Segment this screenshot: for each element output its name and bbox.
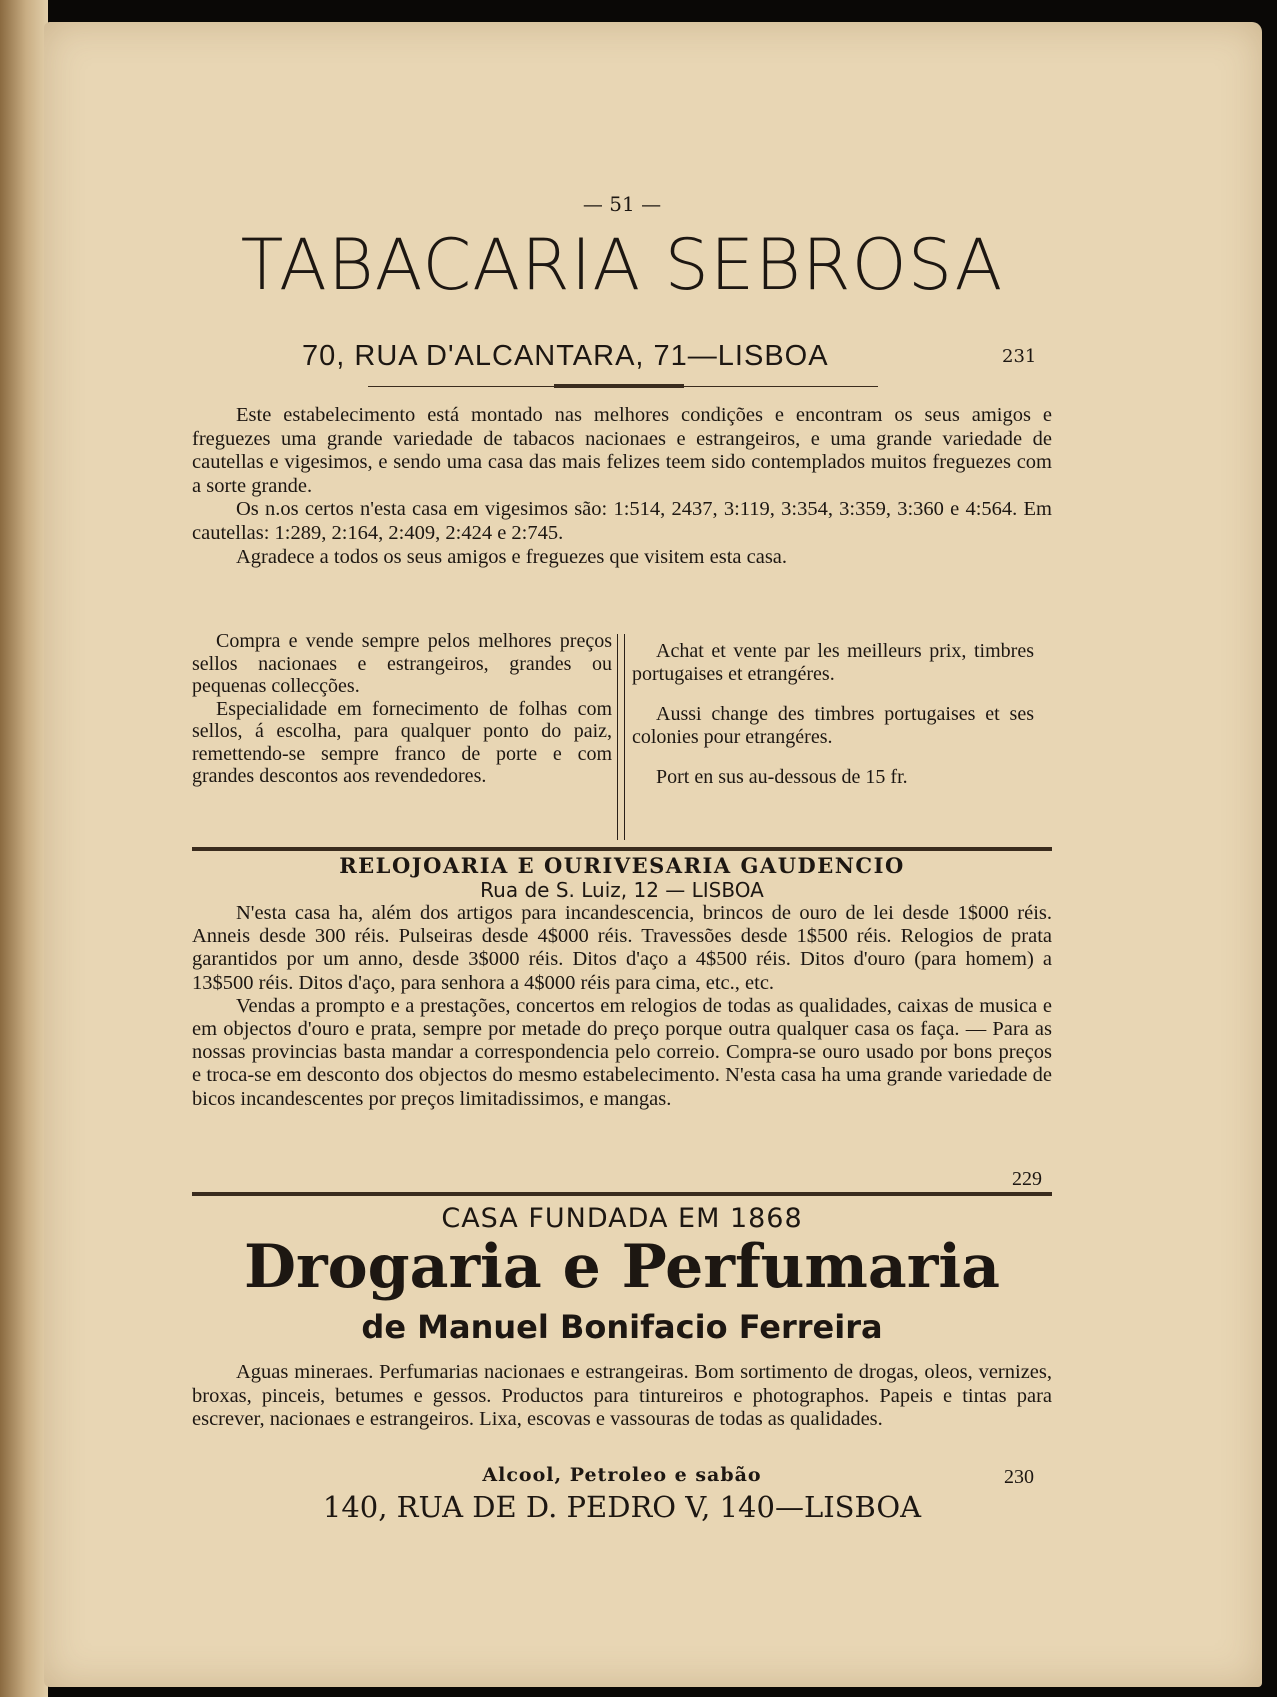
tabacaria-title: TABACARIA SEBROSA — [240, 224, 1004, 306]
divider-accent — [554, 384, 684, 388]
tabacaria-paragraph: Agradece a todos os seus amigos e freguezes que visitem esta casa. — [236, 545, 788, 568]
drogaria-paragraph: Aguas mineraes. Perfumarias nacionaes e estrangeiras. Bom sortimento de drogas, oleos, vernizes, broxas, pinceis, betumes e gessos. Productos para tintureiros e photographos. Papeis e tintas para escrever, nacionaes e estrangeiros. Lixa, escovas e vassouras de todas as qualidades. — [192, 1361, 1052, 1431]
column-divider — [624, 634, 625, 840]
stamps-paragraph: Aussi change des timbres portugaises et ses colonies pour etrangéres. — [632, 703, 1034, 748]
drogaria-title: Drogaria e Perfumaria — [243, 1232, 1001, 1302]
tabacaria-paragraph: Os n.os certos n'esta casa em vigesimos são: 1:514, 2437, 3:119, 3:354, 3:359, 3:360 e 4:564. Em cautellas: 1:289, 2:164, 2:409, 2:424 e 2:745. — [192, 498, 1052, 544]
drogaria-tagline: Alcool, Petroleo e sabão — [482, 1464, 762, 1486]
relojoaria-title: RELOJOARIA E OURIVESARIA GAUDENCIO — [339, 853, 905, 878]
divider — [192, 847, 1052, 851]
tabacaria-text — [192, 404, 1052, 569]
page — [44, 22, 1262, 1687]
column-divider — [617, 634, 618, 840]
relojoaria-paragraph: Vendas a prompto e a prestações, concertos em relogios de todas as qualidades, caixas de musica e em objectos d'ouro e prata, sempre por metade do preço porque outra qualquer casa os faça. — Para as nossas provincias basta mandar a correspondencia pelo correio. Compra-se ouro usado por bons preços e troca-se em desconto dos objectos do mesmo estabelecimento. N'esta casa ha uma grande variedade de bicos incandescentes por preços limitadissimos, e mangas. — [192, 994, 1052, 1110]
drogaria-founded: CASA FUNDADA EM 1868 — [441, 1203, 803, 1234]
drogaria-text — [192, 1361, 1052, 1432]
stamps-portuguese-column — [192, 630, 612, 788]
relojoaria-paragraph: N'esta casa ha, além dos artigos para incandescencia, brincos de ouro de lei desde 1$000 réis. Anneis desde 300 réis. Pulseiras desde 4$000 réis. Travessões desde 1$500 réis. Relogios de prata garantidos por um anno, desde 3$000 réis. Ditos d'aço a 4$500 réis. Ditos d'ouro (para homem) a 13$500 réis. Ditos d'aço, para senhora a 4$000 réis para cima, etc., etc. — [192, 902, 1052, 994]
relojoaria-ad-code: 229 — [1012, 1168, 1042, 1190]
drogaria-owner: de Manuel Bonifacio Ferreira — [361, 1308, 883, 1346]
relojoaria-address: Rua de S. Luiz, 12 — LISBOA — [480, 878, 764, 902]
stamps-paragraph: Achat et vente par les meilleurs prix, timbres portugaises et etrangéres. — [632, 640, 1034, 685]
stamps-french-column — [632, 640, 1034, 807]
divider — [192, 1192, 1052, 1196]
relojoaria-text — [192, 902, 1052, 1111]
tabacaria-ad-code: 231 — [1002, 346, 1037, 367]
tabacaria-address: 70, RUA D'ALCANTARA, 71—LISBOA — [302, 340, 829, 372]
drogaria-address: 140, RUA DE D. PEDRO V, 140—LISBOA — [322, 1490, 922, 1524]
stamps-paragraph: Compra e vende sempre pelos melhores preços sellos nacionaes e estrangeiros, grandes ou pequenas collecções. — [192, 630, 612, 697]
stamps-paragraph: Especialidade em fornecimento de folhas com sellos, á escolha, para qualquer ponto do paiz, remettendo-se sempre franco de porte e com grandes descontos aos revendedores. — [192, 697, 612, 787]
tabacaria-paragraph: Este estabelecimento está montado nas melhores condições e encontram os seus amigos e freguezes uma grande variedade de tabacos nacionaes e estrangeiros, e uma grande variedade de cautellas e vigesimos, e sendo uma casa das mais felizes teem sido contemplados muitos freguezes com a sorte grande. — [192, 404, 1052, 497]
stamps-paragraph: Port en sus au-dessous de 15 fr. — [656, 766, 908, 788]
book-spine — [0, 0, 48, 1697]
drogaria-ad-code: 230 — [1004, 1466, 1034, 1488]
page-number: — 51 — — [582, 192, 662, 216]
